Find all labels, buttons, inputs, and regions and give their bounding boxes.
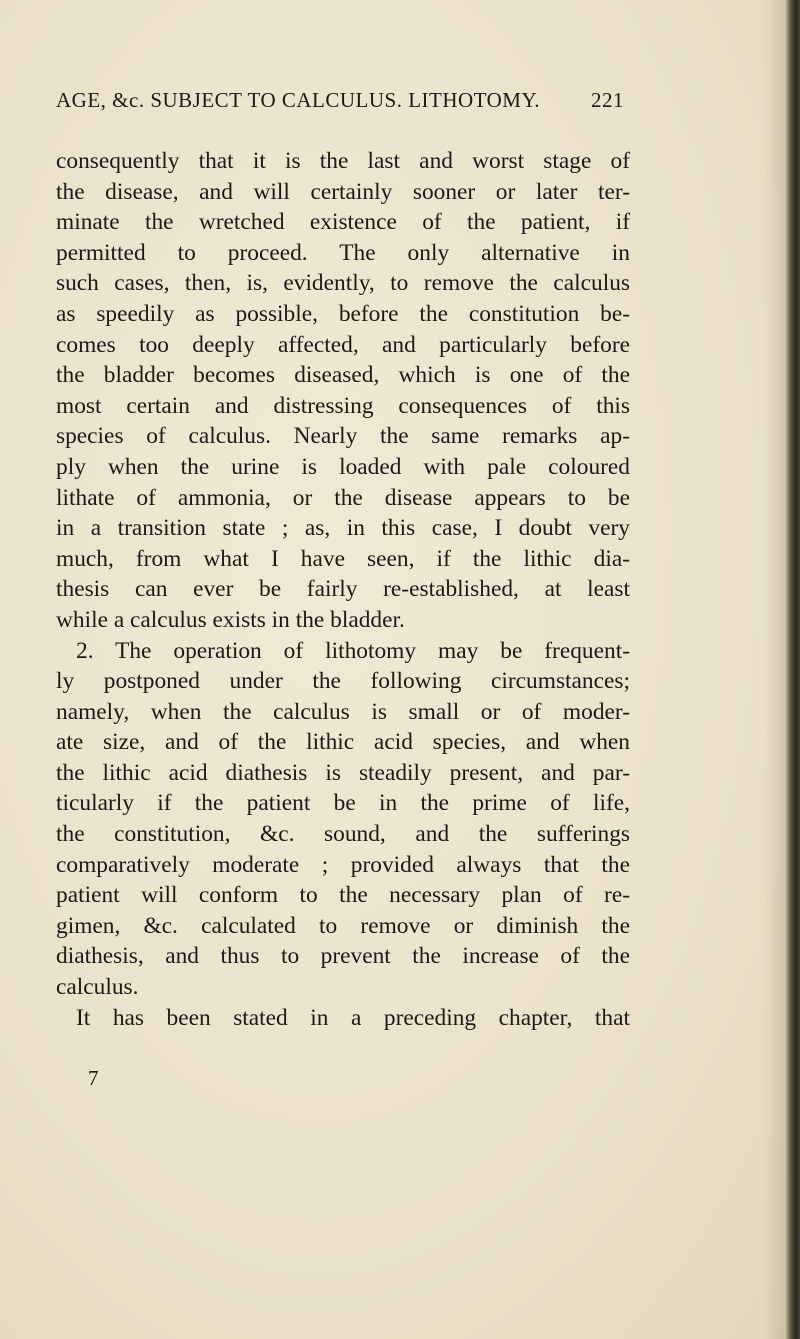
text-line: consequently that it is the last and worst stage of (56, 148, 630, 174)
text-line: gimen, &c. calculated to remove or diminish the (56, 912, 630, 939)
text-line: ly postponed under the following circumstances; (56, 668, 630, 695)
text-line: 2. The operation of lithotomy may be frequent- (76, 637, 630, 664)
page-edge-binding (786, 0, 800, 1339)
text-line: while a calculus exists in the bladder. (56, 606, 405, 633)
signature-mark: 7 (88, 1066, 99, 1090)
text-line: lithate of ammonia, or the disease appears to be (56, 484, 630, 511)
text-line: ply when the urine is loaded with pale coloured (56, 453, 630, 480)
text-line: most certain and distressing consequences of this (56, 392, 630, 419)
binding-shadow (764, 0, 786, 1339)
body-text (56, 146, 630, 1033)
text-line: in a transition state ; as, in this case, I doubt very (56, 515, 630, 542)
text-line: calculus. (56, 974, 139, 1001)
text-line: the constitution, &c. sound, and the sufferings (56, 821, 630, 848)
text-line: It has been stated in a preceding chapter, that (76, 1004, 630, 1031)
text-line: such cases, then, is, evidently, to remove the calculus (56, 270, 630, 297)
text-line: patient will conform to the necessary plan of re- (56, 882, 630, 909)
text-line: comparatively moderate ; provided always that the (56, 851, 630, 878)
text-line: the bladder becomes diseased, which is one of the (56, 362, 630, 389)
page-number: 221 (591, 88, 624, 112)
text-line: comes too deeply affected, and particularly before (56, 331, 630, 358)
text-line: permitted to proceed. The only alternative in (56, 239, 630, 266)
running-head (56, 88, 624, 113)
text-line: as speedily as possible, before the constitution be- (56, 300, 630, 327)
text-line: diathesis, and thus to prevent the increase of the (56, 943, 630, 970)
text-line: much, from what I have seen, if the lithic dia- (56, 545, 630, 572)
running-head-title: AGE, &c. SUBJECT TO CALCULUS. LITHOTOMY. (56, 88, 541, 112)
text-line: thesis can ever be fairly re-established, at least (56, 576, 630, 603)
text-line: the lithic acid diathesis is steadily present, and par- (56, 759, 630, 786)
text-line: ate size, and of the lithic acid species, and when (56, 729, 630, 756)
text-line: minate the wretched existence of the patient, if (56, 209, 630, 236)
text-line: ticularly if the patient be in the prime of life, (56, 790, 630, 817)
text-line: the disease, and will certainly sooner or later ter- (56, 178, 630, 205)
text-line: species of calculus. Nearly the same remarks ap- (56, 423, 630, 450)
text-line: namely, when the calculus is small or of moder- (56, 698, 630, 725)
